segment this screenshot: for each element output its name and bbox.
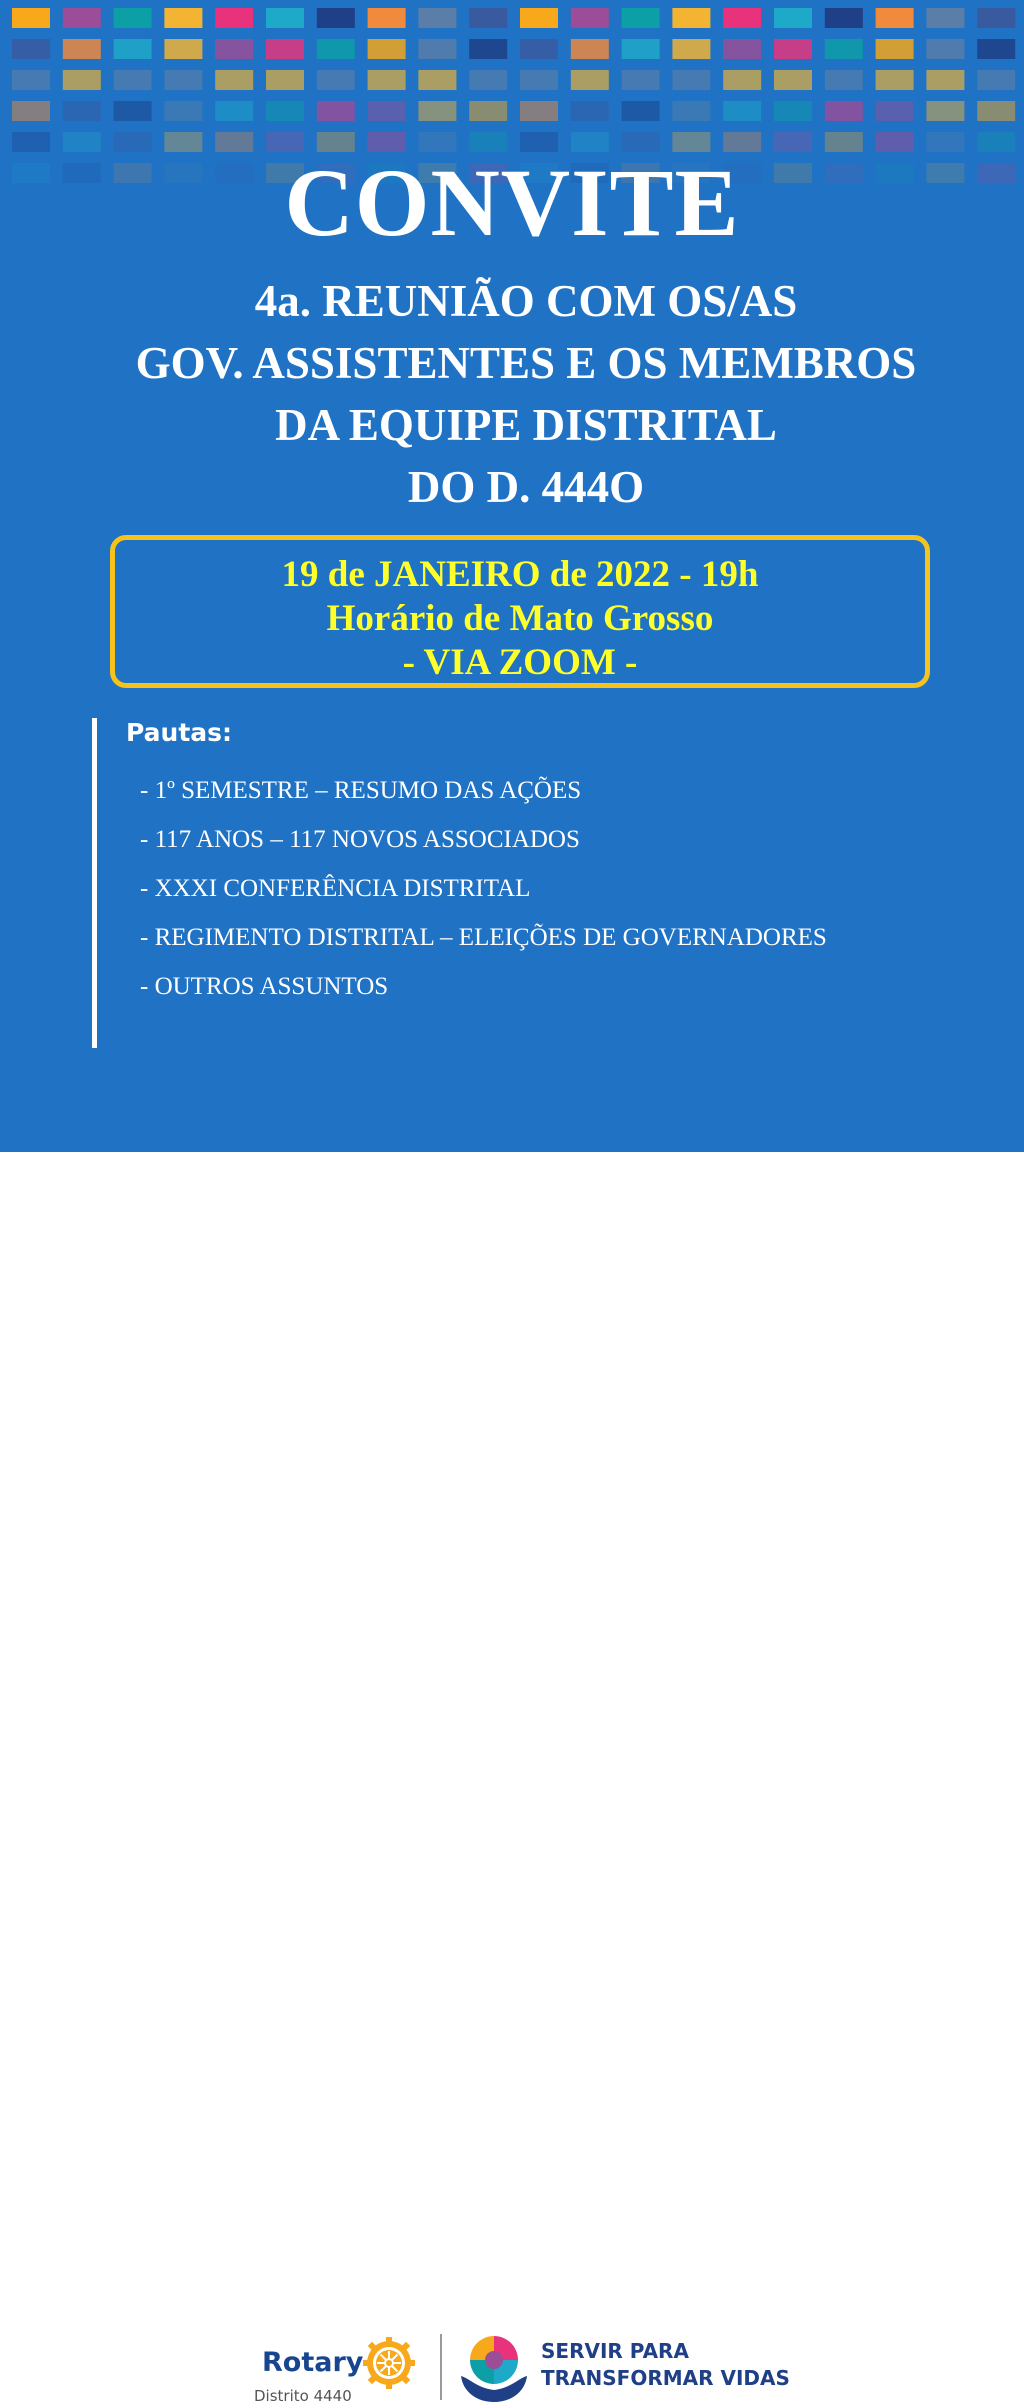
decorative-tile	[723, 101, 761, 121]
decorative-tile	[723, 70, 761, 90]
decorative-tile	[926, 70, 964, 90]
decorative-tile	[571, 39, 609, 59]
decorative-tile	[12, 101, 50, 121]
decorative-tile	[317, 8, 355, 28]
footer-logos	[0, 1152, 1024, 2405]
decorative-tile	[622, 39, 660, 59]
agenda-list	[140, 775, 827, 1020]
theme-slogan-line: SERVIR PARA	[541, 2339, 689, 2363]
decorative-tile	[114, 101, 152, 121]
decorative-tile	[723, 39, 761, 59]
invitation-poster	[0, 0, 1024, 1152]
decorative-tile	[672, 8, 710, 28]
decorative-tile	[622, 70, 660, 90]
decorative-tile	[520, 39, 558, 59]
decorative-tile	[63, 8, 101, 28]
decorative-tile	[164, 39, 202, 59]
decorative-tile	[114, 39, 152, 59]
decorative-tile	[622, 101, 660, 121]
decorative-tile	[774, 39, 812, 59]
decorative-tile	[622, 8, 660, 28]
subtitle-line: 4a. REUNIÃO COM OS/AS	[254, 276, 798, 326]
decorative-tile	[825, 70, 863, 90]
event-timezone: Horário de Mato Grosso	[326, 598, 714, 639]
decorative-tile	[114, 8, 152, 28]
rotary-wheel-icon	[362, 2336, 416, 2390]
decorative-tile	[571, 70, 609, 90]
theme-slogan-line: TRANSFORMAR VIDAS	[541, 2366, 790, 2390]
decorative-tile	[266, 39, 304, 59]
logo-divider	[440, 2334, 442, 2400]
decorative-tile	[774, 101, 812, 121]
decorative-tile	[977, 101, 1015, 121]
agenda-item: - 117 ANOS – 117 NOVOS ASSOCIADOS	[140, 826, 580, 853]
invitation-title: CONVITE	[284, 149, 740, 256]
agenda-item: - OUTROS ASSUNTOS	[140, 973, 389, 1000]
agenda-accent-bar	[92, 718, 97, 1048]
decorative-tile	[418, 70, 456, 90]
decorative-tile	[215, 8, 253, 28]
decorative-tile	[266, 70, 304, 90]
decorative-tile	[520, 101, 558, 121]
decorative-tile	[469, 70, 507, 90]
decorative-tile	[164, 8, 202, 28]
decorative-tile	[63, 39, 101, 59]
decorative-tile	[571, 8, 609, 28]
decorative-tile	[368, 70, 406, 90]
decorative-tile	[368, 39, 406, 59]
decorative-tile	[12, 39, 50, 59]
agenda-item: - REGIMENTO DISTRITAL – ELEIÇÕES DE GOVERNADORES	[140, 924, 827, 951]
decorative-tile	[876, 39, 914, 59]
decorative-tile	[317, 101, 355, 121]
decorative-tile	[774, 8, 812, 28]
decorative-tile	[825, 8, 863, 28]
agenda-heading: Pautas:	[126, 718, 233, 747]
decorative-tile	[164, 101, 202, 121]
decorative-tile	[215, 101, 253, 121]
decorative-tile	[672, 39, 710, 59]
decorative-tile	[215, 70, 253, 90]
decorative-tile	[215, 39, 253, 59]
decorative-tile	[571, 101, 609, 121]
decorative-tile	[876, 70, 914, 90]
agenda-item: - XXXI CONFERÊNCIA DISTRITAL	[140, 875, 531, 902]
decorative-tile	[469, 39, 507, 59]
decorative-tile	[926, 101, 964, 121]
decorative-tile	[825, 39, 863, 59]
decorative-tile	[469, 101, 507, 121]
decorative-tile	[520, 70, 558, 90]
decorative-tile	[317, 39, 355, 59]
rotary-logo-text: Rotary	[262, 2347, 364, 2378]
decorative-tile	[926, 39, 964, 59]
decorative-tile	[164, 70, 202, 90]
decorative-tile	[418, 8, 456, 28]
decorative-tile	[926, 8, 964, 28]
decorative-tile	[63, 101, 101, 121]
decorative-tile	[469, 8, 507, 28]
decorative-tile	[266, 8, 304, 28]
decorative-tile	[774, 70, 812, 90]
decorative-tile	[723, 8, 761, 28]
event-platform: - VIA ZOOM -	[402, 642, 638, 683]
subtitle-line: DO D. 444O	[407, 462, 645, 512]
decorative-tile	[368, 101, 406, 121]
decorative-tile	[977, 39, 1015, 59]
decorative-tile	[266, 101, 304, 121]
decorative-tile	[12, 70, 50, 90]
decorative-tile	[520, 8, 558, 28]
decorative-tile	[12, 8, 50, 28]
subtitle-line: GOV. ASSISTENTES E OS MEMBROS	[135, 338, 917, 388]
event-date: 19 de JANEIRO de 2022 - 19h	[281, 554, 759, 595]
meeting-subtitle	[0, 270, 1024, 518]
theme-slogan	[541, 2338, 790, 2392]
subtitle-line: DA EQUIPE DISTRITAL	[275, 400, 777, 450]
decorative-tile	[317, 70, 355, 90]
decorative-tile	[418, 39, 456, 59]
decorative-tile	[114, 70, 152, 90]
event-details-box	[110, 535, 930, 688]
decorative-tile	[672, 101, 710, 121]
agenda-item: - 1º SEMESTRE – RESUMO DAS AÇÕES	[140, 777, 582, 804]
decorative-tile	[977, 70, 1015, 90]
decorative-tile	[418, 101, 456, 121]
decorative-tile	[876, 8, 914, 28]
decorative-tile	[977, 8, 1015, 28]
district-label: Distrito 4440	[254, 2387, 352, 2405]
decorative-tile	[825, 101, 863, 121]
theme-globe-hands-icon	[455, 2330, 533, 2408]
decorative-tile	[876, 101, 914, 121]
decorative-tile	[63, 70, 101, 90]
decorative-tile	[672, 70, 710, 90]
decorative-tile	[368, 8, 406, 28]
